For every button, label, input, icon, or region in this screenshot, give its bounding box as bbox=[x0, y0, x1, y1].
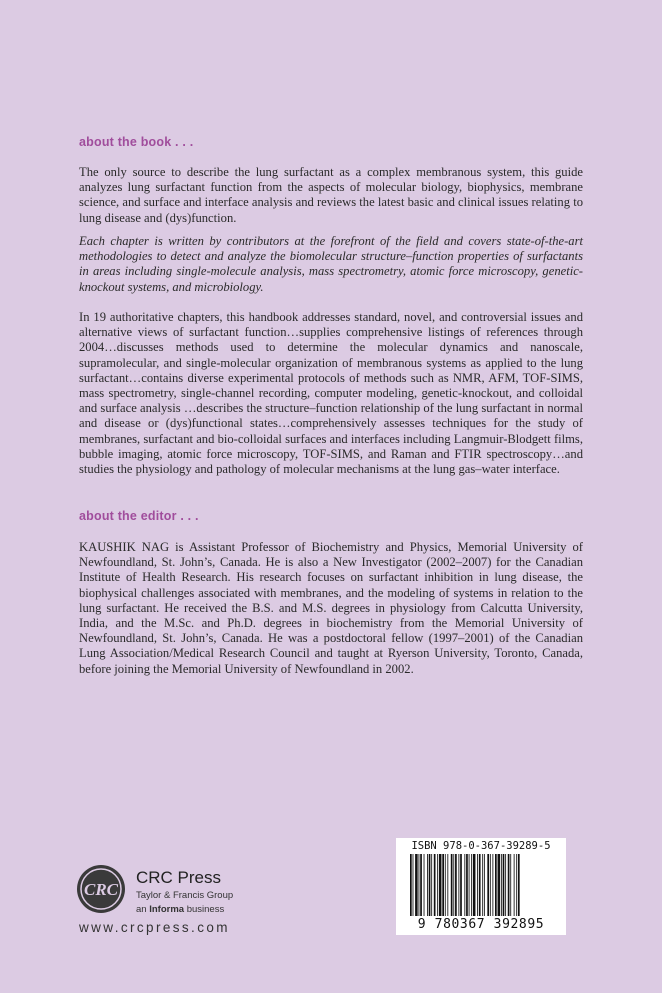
barcode-bar bbox=[492, 854, 493, 916]
publisher-url[interactable]: www.crcpress.com bbox=[79, 920, 230, 935]
barcode-bar bbox=[439, 854, 442, 916]
barcode-bar bbox=[466, 854, 468, 916]
crc-logo-icon bbox=[76, 864, 126, 914]
barcode-bar bbox=[415, 854, 418, 916]
barcode-bar bbox=[479, 854, 481, 916]
barcode-bar bbox=[469, 854, 470, 916]
barcode-bar bbox=[516, 854, 517, 916]
barcode-bar bbox=[431, 854, 432, 916]
barcode bbox=[396, 838, 566, 935]
barcode-bar bbox=[514, 854, 515, 916]
barcode-bar bbox=[471, 854, 472, 916]
book-description-2: Each chapter is written by contributors at the forefront of the field and covers state-of-the-art methodologies to detect and analyze the biomolecular structure–function properties of surfactants in areas including single-molecule analysis, mass spectrometry, atomic force microscopy, genetic-knockout systems, and microbiology. bbox=[79, 234, 583, 294]
barcode-bar bbox=[451, 854, 453, 916]
barcode-bar bbox=[490, 854, 491, 916]
barcode-bar bbox=[453, 854, 454, 916]
editor-bio: KAUSHIK NAG is Assistant Professor of Biochemistry and Physics, Memorial University of Newfoundland, St. John’s, Canada. He is also a New Investigator (2002–2007) for the Canadian Institute of Health Research. His research focuses on surfactant inhibition in lung disease, the biophysical challenges associated with membranes, and the modeling of systems in relation to the lung surfactant. He received the B.S. and M.S. degrees in physiology from Calcutta University, India, and the M.Sc. and Ph.D. degrees in biochemistry from the Memorial University of Newfoundland, St. John’s, Canada. He was a postdoctoral fellow (1997–2001) of the Canadian Lung Association/Medical Research Council and taught at Ryerson University, Toronto, Canada, before joining the Memorial University of Newfoundland in 2002. bbox=[79, 540, 583, 676]
barcode-bar bbox=[487, 854, 489, 916]
barcode-bar bbox=[482, 854, 483, 916]
book-heading: about the book . . . bbox=[79, 135, 194, 149]
barcode-bar bbox=[508, 854, 510, 916]
barcode-digits: 9 780367 392895 bbox=[417, 917, 545, 932]
barcode-bar bbox=[484, 854, 485, 916]
barcode-bar bbox=[413, 854, 414, 916]
barcode-bar bbox=[442, 854, 444, 916]
editor-heading: about the editor . . . bbox=[79, 509, 199, 523]
barcode-bar bbox=[419, 854, 420, 916]
barcode-bar bbox=[460, 854, 462, 916]
barcode-bar bbox=[427, 854, 428, 916]
barcode-bar bbox=[434, 854, 436, 916]
barcode-bar bbox=[429, 854, 431, 916]
barcode-bar bbox=[455, 854, 457, 916]
barcode-bar bbox=[505, 854, 506, 916]
isbn-label: ISBN 978-0-367-39289-5 bbox=[411, 840, 551, 852]
book-description-1: The only source to describe the lung surfactant as a complex membranous system, this guide analyzes lung surfactant function from the aspects of molecular biology, biophysics, membrane science, and surface and interface analysis and reviews the latest basic and clinical issues relating to lung disease and (dys)function. bbox=[79, 165, 583, 225]
barcode-bars-icon bbox=[410, 854, 552, 916]
barcode-bar bbox=[410, 854, 412, 916]
publisher-tagline bbox=[136, 904, 224, 915]
barcode-bar bbox=[510, 854, 511, 916]
barcode-bar bbox=[458, 854, 459, 916]
book-description-3: In 19 authoritative chapters, this handbook addresses standard, novel, and controversial issues and alternative views of surfactant function…supplies comprehensive listings of references through 2004…discusses methods used to determine the molecular dynamics and nanoscale, supramolecular, and single-molecular organization of membranous systems as applied to the lung surfactant…contains diverse experimental protocols of methods such as NMR, AFM, TOF-SIMS, mass spectrometry, single-channel recording, computer modeling, genetic-knockout, and colloidal and surface analysis …describes the structure–function relationship of the lung surfactant in normal and disease or (dys)functional states…comprehensively assesses techniques for the study of membranes, surfactant and bio-colloidal surfaces and interfaces including Langmuir-Blodgett films, bubble imaging, atomic force microscopy, TOF-SIMS, and Raman and FTIR spectroscopy…and studies the physiology and pathology of molecular mechanisms at the lung gas–water interface. bbox=[79, 310, 583, 477]
barcode-bar bbox=[495, 854, 497, 916]
crc-logo-text: CRC bbox=[83, 880, 119, 899]
barcode-bar bbox=[424, 854, 425, 916]
publisher-group: Taylor & Francis Group bbox=[136, 890, 234, 901]
barcode-bar bbox=[503, 854, 505, 916]
barcode-bar bbox=[498, 854, 501, 916]
barcode-bar bbox=[420, 854, 422, 916]
barcode-bar bbox=[501, 854, 502, 916]
barcode-bar bbox=[447, 854, 448, 916]
tagline-prefix: an bbox=[136, 904, 150, 915]
barcode-bar bbox=[473, 854, 476, 916]
publisher-name: CRC Press bbox=[136, 868, 222, 887]
barcode-bar bbox=[445, 854, 446, 916]
tagline-suffix: business bbox=[184, 904, 225, 915]
barcode-bar bbox=[464, 854, 465, 916]
tagline-brand: Informa bbox=[149, 904, 185, 915]
barcode-bar bbox=[518, 854, 520, 916]
barcode-bar bbox=[437, 854, 438, 916]
barcode-bar bbox=[477, 854, 478, 916]
